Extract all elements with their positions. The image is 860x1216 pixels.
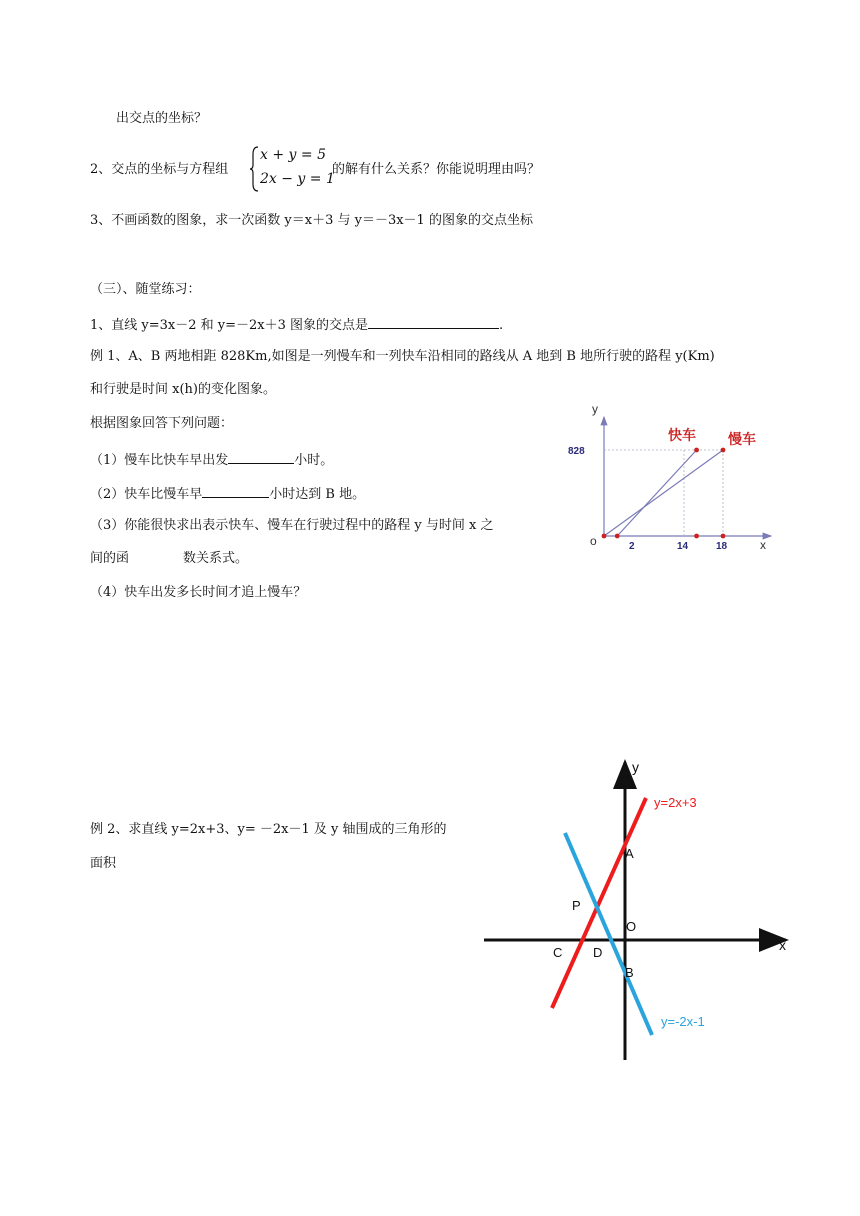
x-tick-label: 14 xyxy=(677,541,689,552)
answer-blank[interactable] xyxy=(228,451,294,464)
point-label-P: P xyxy=(572,898,581,913)
text-line xyxy=(90,316,503,334)
text-line xyxy=(90,485,365,503)
text-line: 数关系式。 xyxy=(183,551,249,566)
text-line: 出交点的坐标？ xyxy=(116,111,208,126)
point-label-B: B xyxy=(625,965,634,980)
text-fragment: （1）慢车比快车早出发 xyxy=(90,453,229,468)
series-label-slow: 慢车 xyxy=(728,431,756,447)
slow-train-line xyxy=(604,450,723,536)
data-point xyxy=(602,534,607,539)
data-point xyxy=(615,534,620,539)
text-line: 例 2、求直线 y=2x+3、y= －2x－1 及 y 轴围成的三角形的 xyxy=(90,822,447,837)
text-fragment: . xyxy=(499,318,504,333)
x-tick-label: 18 xyxy=(716,541,728,552)
point-label-A: A xyxy=(625,846,634,861)
x-axis-label: x xyxy=(760,538,766,552)
text-line: 和行驶是时间 x(h)的变化图象。 xyxy=(90,382,276,397)
origin-label: o xyxy=(590,534,597,548)
text-line: 的解有什么关系？你能说明理由吗？ xyxy=(332,162,541,177)
x-axis-label: x xyxy=(779,937,786,953)
point-label-C: C xyxy=(553,945,563,960)
line-blue xyxy=(565,833,652,1035)
text-line: 例 1、A、B 两地相距 828Km,如图是一列慢车和一列快车沿相同的路线从 A 地到 B 地所行驶的路程 y(Km) xyxy=(90,349,715,364)
brace-icon xyxy=(250,146,260,192)
answer-blank[interactable] xyxy=(202,485,269,498)
y-axis-label: y xyxy=(592,402,598,416)
point-label-D: D xyxy=(593,945,603,960)
data-point xyxy=(694,534,699,539)
lines-chart xyxy=(470,750,800,1070)
point-label-O: O xyxy=(626,919,637,934)
text-line xyxy=(90,451,333,469)
equation-1: x + y = 5 xyxy=(260,147,326,163)
answer-blank[interactable] xyxy=(368,316,499,329)
text-line: 间的函 xyxy=(90,551,130,566)
x-tick-label: 2 xyxy=(629,541,635,552)
text-fragment: 小时达到 B 地。 xyxy=(269,487,366,502)
text-line: （4）快车出发多长时间才追上慢车？ xyxy=(90,585,307,600)
y-tick-label: 828 xyxy=(568,446,585,457)
text-line: 面积 xyxy=(90,856,117,871)
distance-time-chart xyxy=(560,395,790,560)
text-line: （3）你能很快求出表示快车、慢车在行驶过程中的路程 y 与时间 x 之 xyxy=(90,518,494,533)
text-fragment: 小时。 xyxy=(294,453,334,468)
equation-system xyxy=(250,146,335,192)
series-label-blue: y=-2x-1 xyxy=(661,1014,705,1029)
data-point xyxy=(694,448,699,453)
section-heading: （三）、随堂练习： xyxy=(90,282,201,297)
series-label-fast: 快车 xyxy=(668,427,696,443)
text-line: 根据图象回答下列问题： xyxy=(90,416,234,431)
fast-train-line xyxy=(617,450,696,536)
data-point xyxy=(721,534,726,539)
series-label-red: y=2x+3 xyxy=(654,795,697,810)
text-fragment: 1、直线 y=3x－2 和 y=－2x＋3 图象的交点是 xyxy=(90,318,369,333)
text-line: 3、不画函数的图象，求一次函数 y＝x＋3 与 y＝－3x－1 的图象的交点坐标 xyxy=(90,213,533,228)
text-line: 2、交点的坐标与方程组 xyxy=(90,162,229,177)
equation-2: 2x − y = 1 xyxy=(260,171,335,187)
y-axis-label: y xyxy=(632,759,639,775)
data-point xyxy=(721,448,726,453)
text-fragment: （2）快车比慢车早 xyxy=(90,487,203,502)
